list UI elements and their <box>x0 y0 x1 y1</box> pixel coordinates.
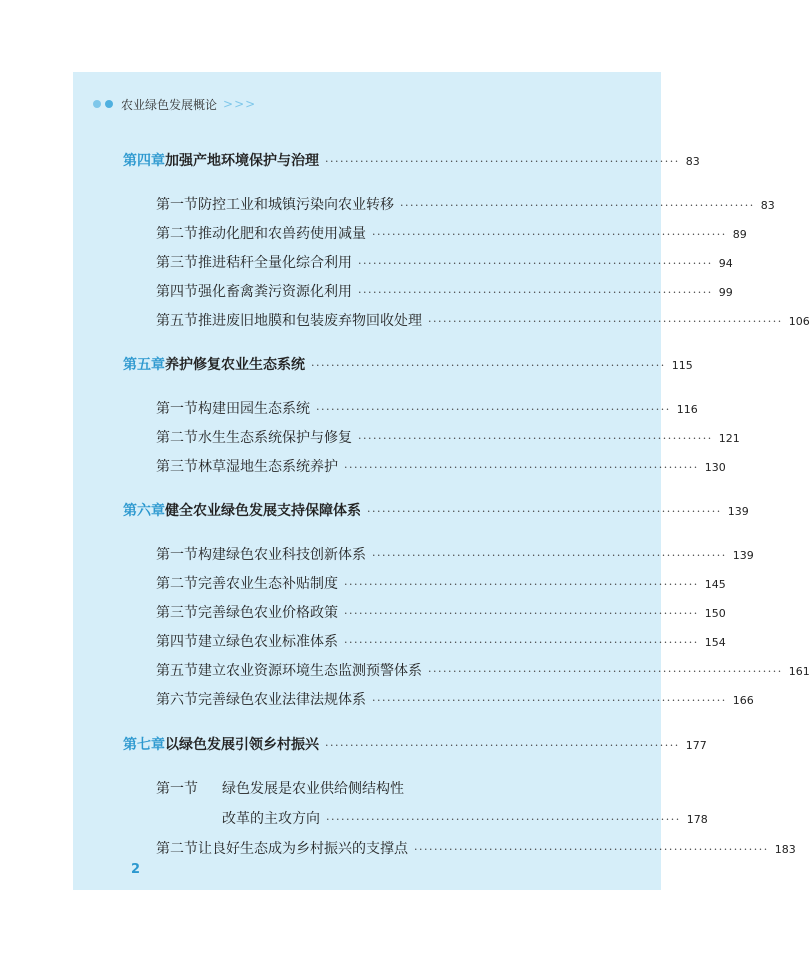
section-title: 完善绿色农业价格政策 <box>198 605 338 621</box>
section-number: 第一节 <box>156 547 198 563</box>
dot-leader: ······································································· <box>311 359 666 372</box>
toc-chapter-5[interactable] <box>123 354 693 374</box>
chapter-number: 第六章 <box>123 503 165 519</box>
toc-section[interactable] <box>156 573 726 593</box>
toc-chapter-4[interactable] <box>123 150 700 170</box>
section-number: 第六节 <box>156 692 198 708</box>
page-number: 150 <box>704 607 726 620</box>
page-number: 121 <box>718 432 740 445</box>
dot-leader: ······································································· <box>372 549 727 562</box>
header-dot-icon <box>105 100 113 108</box>
section-number: 第五节 <box>156 663 198 679</box>
toc-section[interactable] <box>156 194 775 214</box>
page-number: 183 <box>774 843 796 856</box>
section-number: 第一节 <box>156 401 198 417</box>
page-number: 177 <box>685 739 707 752</box>
section-title: 建立农业资源环境生态监测预警体系 <box>198 663 422 679</box>
chapter-number: 第七章 <box>123 737 165 753</box>
section-title: 防控工业和城镇污染向农业转移 <box>198 197 394 213</box>
dot-leader: ······································································· <box>428 315 783 328</box>
page-number: 145 <box>704 578 726 591</box>
page-number: 139 <box>727 505 749 518</box>
page-number: 154 <box>704 636 726 649</box>
page-number: 115 <box>671 359 693 372</box>
dot-leader: ······································································· <box>428 665 783 678</box>
dot-leader: ······································································· <box>344 461 699 474</box>
page-number: 116 <box>676 403 698 416</box>
toc-section-continuation[interactable] <box>222 808 708 828</box>
chapter-title: 养护修复农业生态系统 <box>165 357 305 373</box>
page-number: 83 <box>685 155 700 168</box>
dot-leader: ······································································· <box>326 813 681 826</box>
toc-section[interactable] <box>156 660 810 680</box>
section-title: 完善绿色农业法律法规体系 <box>198 692 366 708</box>
page-number: 89 <box>732 228 747 241</box>
running-header <box>93 96 256 112</box>
dot-leader: ······································································· <box>344 578 699 591</box>
section-title: 推进废旧地膜和包装废弃物回收处理 <box>198 313 422 329</box>
toc-section[interactable] <box>156 252 733 272</box>
chapter-number: 第五章 <box>123 357 165 373</box>
chapter-title: 以绿色发展引领乡村振兴 <box>165 737 319 753</box>
page-number: 99 <box>718 286 733 299</box>
page-number: 139 <box>732 549 754 562</box>
toc-section[interactable] <box>156 427 740 447</box>
section-title-continuation: 改革的主攻方向 <box>222 811 320 827</box>
section-number: 第二节 <box>156 576 198 592</box>
toc-section[interactable] <box>156 456 726 476</box>
book-title: 农业绿色发展概论 <box>121 97 218 112</box>
section-number: 第一节 <box>156 781 198 797</box>
section-title: 构建绿色农业科技创新体系 <box>198 547 366 563</box>
section-number: 第二节 <box>156 226 198 242</box>
section-number: 第四节 <box>156 284 198 300</box>
chapter-number: 第四章 <box>123 153 165 169</box>
section-title: 让良好生态成为乡村振兴的支撑点 <box>198 841 408 857</box>
chapter-title: 加强产地环境保护与治理 <box>165 153 319 169</box>
dot-leader: ······································································· <box>372 694 727 707</box>
page-number: 94 <box>718 257 733 270</box>
dot-leader: ······································································· <box>358 257 713 270</box>
dot-leader: ······································································· <box>325 739 680 752</box>
section-number: 第三节 <box>156 459 198 475</box>
toc-section[interactable] <box>156 544 754 564</box>
toc-chapter-7[interactable] <box>123 734 707 754</box>
toc-chapter-6[interactable] <box>123 500 749 520</box>
page-number: 166 <box>732 694 754 707</box>
section-number: 第五节 <box>156 313 198 329</box>
header-arrows: >>> <box>223 97 257 111</box>
dot-leader: ······································································· <box>344 607 699 620</box>
toc-section[interactable] <box>156 689 754 709</box>
dot-leader: ······································································· <box>414 843 769 856</box>
dot-leader: ······································································· <box>400 199 755 212</box>
dot-leader: ······································································· <box>358 286 713 299</box>
section-title: 强化畜禽粪污资源化利用 <box>198 284 352 300</box>
section-title: 推动化肥和农兽药使用减量 <box>198 226 366 242</box>
toc-section[interactable] <box>156 778 603 798</box>
dot-leader: ······································································· <box>372 228 727 241</box>
toc-section[interactable] <box>156 838 796 858</box>
section-number: 第二节 <box>156 430 198 446</box>
folio-page-number: 2 <box>131 862 141 877</box>
page-number: 130 <box>704 461 726 474</box>
page-number: 178 <box>686 813 708 826</box>
section-title: 绿色发展是农业供给侧结构性 <box>222 781 404 797</box>
toc-section[interactable] <box>156 398 698 418</box>
header-dot-icon <box>93 100 101 108</box>
dot-leader: ······································································· <box>367 505 722 518</box>
toc-section[interactable] <box>156 602 726 622</box>
page-number: 83 <box>760 199 775 212</box>
section-title: 林草湿地生态系统养护 <box>198 459 338 475</box>
toc-section[interactable] <box>156 631 726 651</box>
section-number: 第一节 <box>156 197 198 213</box>
dot-leader: ······································································· <box>358 432 713 445</box>
page-number: 106 <box>788 315 810 328</box>
section-title: 构建田园生态系统 <box>198 401 310 417</box>
section-number: 第四节 <box>156 634 198 650</box>
dot-leader: ······································································· <box>325 155 680 168</box>
dot-leader: ······································································· <box>344 636 699 649</box>
section-title: 建立绿色农业标准体系 <box>198 634 338 650</box>
dot-leader: ······································································· <box>316 403 671 416</box>
chapter-title: 健全农业绿色发展支持保障体系 <box>165 503 361 519</box>
page-number: 161 <box>788 665 810 678</box>
toc-section[interactable] <box>156 223 747 243</box>
section-title: 完善农业生态补贴制度 <box>198 576 338 592</box>
section-number: 第二节 <box>156 841 198 857</box>
section-number: 第三节 <box>156 255 198 271</box>
toc-section[interactable] <box>156 310 810 330</box>
section-number: 第三节 <box>156 605 198 621</box>
book-page <box>73 72 810 890</box>
section-title: 推进秸秆全量化综合利用 <box>198 255 352 271</box>
toc-section[interactable] <box>156 281 733 301</box>
section-title: 水生生态系统保护与修复 <box>198 430 352 446</box>
